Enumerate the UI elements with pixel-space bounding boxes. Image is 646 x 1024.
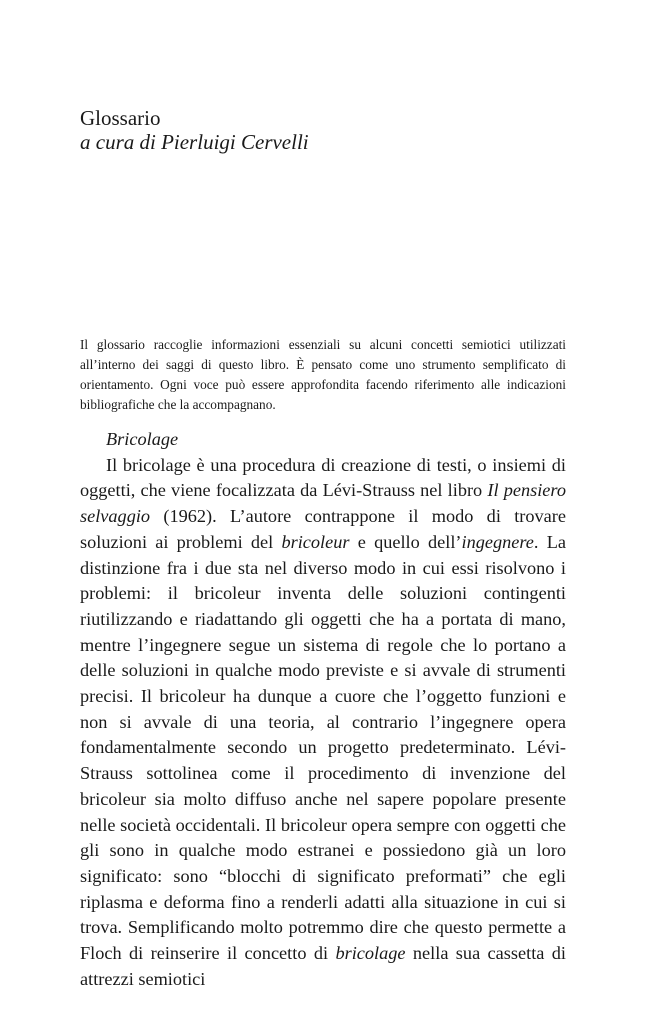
entry-body	[80, 453, 566, 993]
term-bricolage: bricolage	[335, 943, 406, 964]
entry-title: Bricolage	[106, 429, 179, 449]
intro-paragraph: Il glossario raccoglie informazioni essenziali su alcuni concetti semiotici utilizzati all’interno dei saggi di questo libro. È pensato come uno strumento semplificato di orientamento. Ogni voce può essere approfondita facendo riferimento alle indicazioni bibliografiche che la accompagnano.	[80, 337, 566, 412]
glossary-entry-bricolage	[80, 427, 566, 992]
page-subtitle: a cura di Pierluigi Cervelli	[80, 130, 309, 154]
term-bricoleur: bricoleur	[281, 531, 350, 552]
entry-text-1: Il bricolage è una procedura di creazione di testi, o insiemi di oggetti, che viene focalizzata da Lévi-Strauss nel libro	[80, 454, 566, 501]
entry-text-4: . La distinzione fra i due sta nel diverso modo in cui essi risolvono i problemi: il bricoleur inventa delle soluzioni contingenti riutilizzando e riadattando gli oggetti che ha a portata di mano, mentre l’ingegnere segue un sistema di regole che lo portano a delle soluzioni in qualche modo previste e si avvale di strumenti precisi. Il bricoleur ha dunque a cuore che l’oggetto funzioni e non si avvale di una teoria, al contrario l’ingegnere opera fondamentalmente secondo un progetto predeterminato. Lévi-Strauss sottolinea come il procedimento di invenzione del bricoleur sia molto diffuso anche nel sapere popolare presente nelle società occidentali. Il bricoleur opera sempre con oggetti che gli sono in qualche modo estranei e possiedono già un loro significato: sono “blocchi di significato preformati” che egli riplasma e deforma fino a renderli adatti alla situazione in cui si trova. Semplificando molto potremmo dire che questo permette a Floch di reinserire il concetto di	[80, 531, 566, 964]
entry-text-2: (1962). L’autore contrappone il modo di trovare soluzioni ai problemi del	[80, 506, 566, 552]
entry-text-3: e quello dell’	[349, 531, 462, 552]
entry-text-5: nella sua cassetta di attrezzi semiotici	[80, 943, 566, 989]
page-title: Glossario	[80, 106, 161, 130]
book-title: Il pensiero selvaggio	[80, 480, 566, 527]
term-ingegnere: ingegnere	[461, 531, 534, 552]
